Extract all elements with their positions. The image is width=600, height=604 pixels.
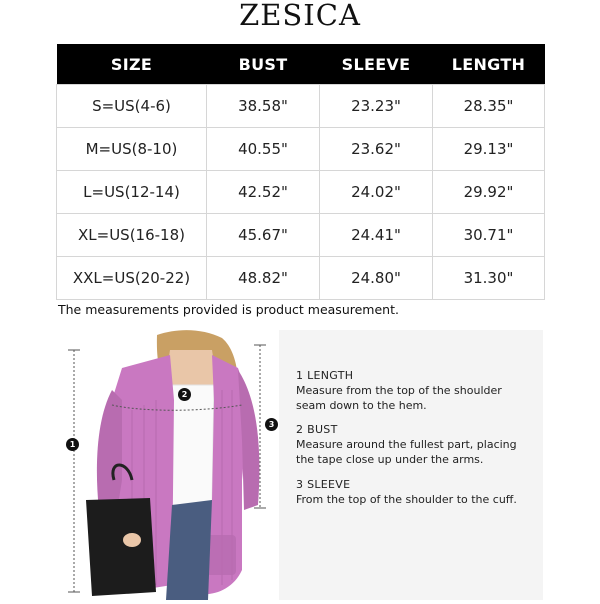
guide-sleeve	[296, 477, 536, 507]
header-length: LENGTH	[433, 44, 545, 85]
measurement-guide	[279, 330, 543, 600]
size-chart-table	[56, 44, 545, 300]
guide-length	[296, 368, 536, 413]
model-photo	[62, 330, 278, 600]
length-cell: 29.13"	[433, 128, 545, 171]
marker-1: 1	[66, 438, 79, 451]
table-row	[57, 85, 545, 128]
brand-logo: ZESICA	[239, 0, 361, 32]
guide-length-desc: Measure from the top of the shoulder	[296, 384, 502, 397]
measurement-note: The measurements provided is product measurement.	[58, 302, 399, 317]
bust-cell: 45.67"	[207, 214, 320, 257]
marker-2: 2	[178, 388, 191, 401]
guide-bust	[296, 422, 536, 467]
sleeve-cell: 24.02"	[320, 171, 433, 214]
sleeve-cell: 23.62"	[320, 128, 433, 171]
guide-bust-desc: Measure around the fullest part, placing	[296, 438, 517, 451]
marker-3: 3	[265, 418, 278, 431]
table-header-row	[57, 44, 545, 85]
sleeve-cell: 24.41"	[320, 214, 433, 257]
header-size: SIZE	[57, 44, 207, 85]
length-cell: 31.30"	[433, 257, 545, 300]
bust-cell: 38.58"	[207, 85, 320, 128]
guide-bust-title: 2 BUST	[296, 423, 338, 436]
length-cell: 29.92"	[433, 171, 545, 214]
size-cell: M=US(8-10)	[57, 128, 207, 171]
guide-sleeve-desc: From the top of the shoulder to the cuff.	[296, 493, 517, 506]
length-cell: 28.35"	[433, 85, 545, 128]
guide-length-title: 1 LENGTH	[296, 369, 354, 382]
guide-length-desc: seam down to the hem.	[296, 399, 427, 412]
header-sleeve: SLEEVE	[320, 44, 433, 85]
table-row	[57, 171, 545, 214]
table-row	[57, 257, 545, 300]
bust-cell: 40.55"	[207, 128, 320, 171]
header-bust: BUST	[207, 44, 320, 85]
guide-bust-desc: the tape close up under the arms.	[296, 453, 484, 466]
size-cell: XXL=US(20-22)	[57, 257, 207, 300]
table-row	[57, 128, 545, 171]
guide-sleeve-title: 3 SLEEVE	[296, 478, 351, 491]
bust-cell: 42.52"	[207, 171, 320, 214]
size-cell: XL=US(16-18)	[57, 214, 207, 257]
size-cell: L=US(12-14)	[57, 171, 207, 214]
bust-cell: 48.82"	[207, 257, 320, 300]
table-row	[57, 214, 545, 257]
length-cell: 30.71"	[433, 214, 545, 257]
sleeve-cell: 23.23"	[320, 85, 433, 128]
sleeve-cell: 24.80"	[320, 257, 433, 300]
size-cell: S=US(4-6)	[57, 85, 207, 128]
